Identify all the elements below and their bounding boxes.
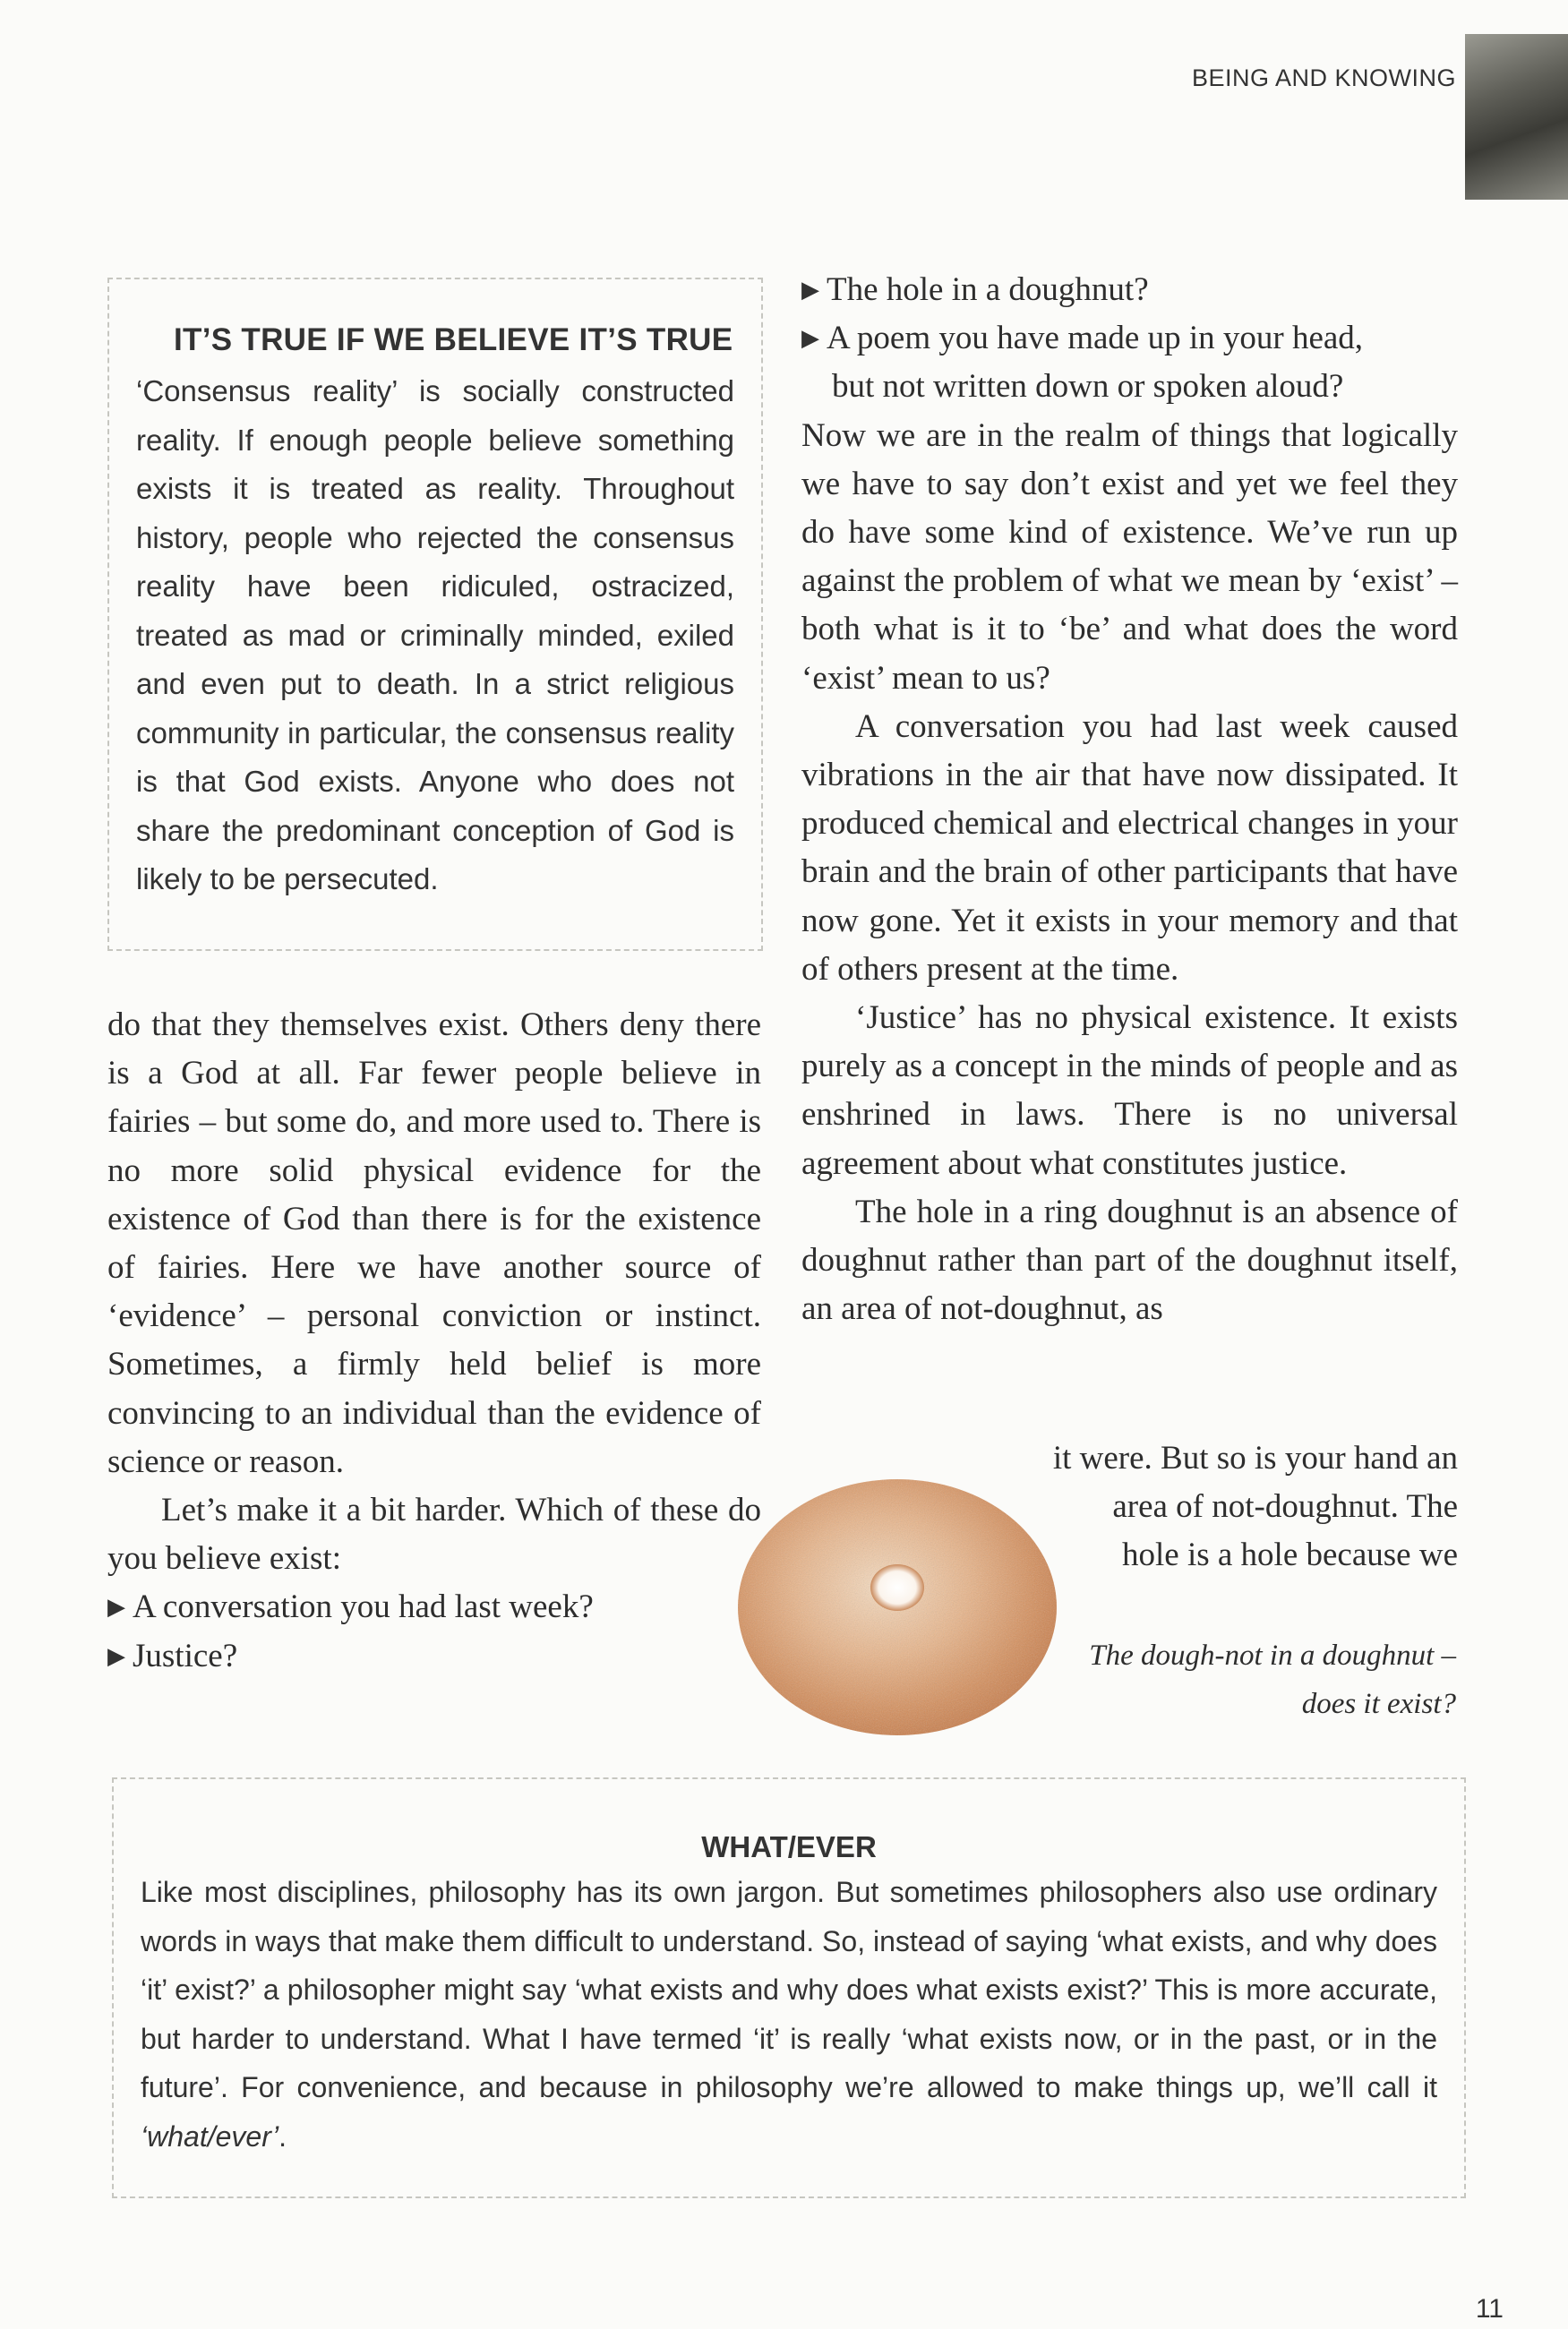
right-paragraph-3: ‘Justice’ has no physical existence. It exists purely as a concept in the minds of people and as enshrined in laws. There is no universal agreement about what constitutes justice.	[801, 999, 1458, 1182]
sidebar-box-title: IT’S TRUE IF WE BELIEVE IT’S TRUE	[174, 322, 733, 357]
left-column	[107, 1001, 761, 1681]
caption-line: The dough-not in a doughnut –	[1089, 1640, 1456, 1672]
list-item: ▶ A conversation you had last week?	[107, 1588, 594, 1626]
list-item-continuation: but not written down or spoken aloud?	[832, 368, 1344, 406]
wrap-line: it were. But so is your hand an	[1052, 1440, 1458, 1477]
left-paragraph-2: Let’s make it a bit harder. Which of these do you believe exist:	[107, 1492, 761, 1578]
running-header: BEING AND KNOWING	[1191, 64, 1456, 91]
list-item: ▶ The hole in a doughnut?	[801, 271, 1149, 308]
list-item: ▶ Justice?	[107, 1637, 238, 1674]
wrap-line: hole is a hole because we	[1122, 1537, 1458, 1574]
left-paragraph-1: do that they themselves exist. Others deny there is a God at all. Far fewer people believe in fairies – but some do, and more used to. There is no more solid physical evidence for the existence of God than there is for the existence of fairies. Here we have another source of ‘evidence’ – personal conviction or instinct. Sometimes, a firmly held belief is more convincing to an individual than the evidence of science or reason.	[107, 1006, 761, 1480]
right-paragraph-4: The hole in a ring doughnut is an absence of doughnut rather than part of the doughnut itself, an area of not-doughnut, as	[801, 1193, 1458, 1328]
triangle-bullet-icon: ▶	[107, 1594, 125, 1621]
sidebar-box-text: ‘Consensus reality’ is socially constructed reality. If enough people believe something exists it is treated as reality. Throughout history, people who rejected the consensus reality have been ridiculed, ostracized, treated as mad or criminally minded, exiled and even put to death. In a strict religious community in particular, the consensus reality is that God exists. Anyone who does not share the predominant conception of God is likely to be persecuted.	[136, 374, 734, 895]
page-number: 11	[1475, 2294, 1504, 2324]
triangle-bullet-icon: ▶	[801, 277, 819, 303]
sidebar-box-title: WHAT/EVER	[701, 1830, 877, 1863]
right-column	[801, 266, 1458, 1333]
caption-line: does it exist?	[1301, 1688, 1456, 1720]
right-paragraph-2: A conversation you had last week caused vibrations in the air that have now dissipated. It produced chemical and electrical changes in your brain and the brain of other participants that have now gone. Yet it exists in your memory and that of others present at the time.	[801, 707, 1458, 988]
sidebar-box-text: Like most disciplines, philosophy has its own jargon. But sometimes philosophers also use ordinary words in ways that make them difficult to understand. So, instead of saying ‘what exists, and why does ‘it’ exist?’ a philosopher might say ‘what exists and why does what exists exist?’ This is more accurate, but harder to understand. What I have termed ‘it’ is really ‘what exists now, or in the past, or in the future’. For convenience, and because in philosophy we’re allowed to make things up, we’ll call it ‘what/ever’.	[141, 1876, 1437, 2153]
list-item: ▶ A poem you have made up in your head,	[801, 320, 1364, 357]
photo-caption	[1008, 1631, 1456, 1728]
wrap-text-lines	[1021, 1434, 1458, 1580]
term-whatever: ‘what/ever’	[141, 2119, 279, 2153]
sidebar-box-consensus-reality	[107, 278, 763, 951]
right-paragraph-1: Now we are in the realm of things that logically we have to say don’t exist and yet we feel they do have some kind of existence. We’ve run up against the problem of what we mean by ‘exist’ – both what is it to ‘be’ and what does the word ‘exist’ mean to us?	[801, 416, 1458, 697]
triangle-bullet-icon: ▶	[107, 1642, 125, 1669]
sidebar-box-whatever	[112, 1777, 1466, 2198]
thinker-statue-thumbnail	[1465, 34, 1568, 200]
triangle-bullet-icon: ▶	[801, 325, 819, 352]
wrap-line: area of not-doughnut. The	[1112, 1488, 1458, 1526]
